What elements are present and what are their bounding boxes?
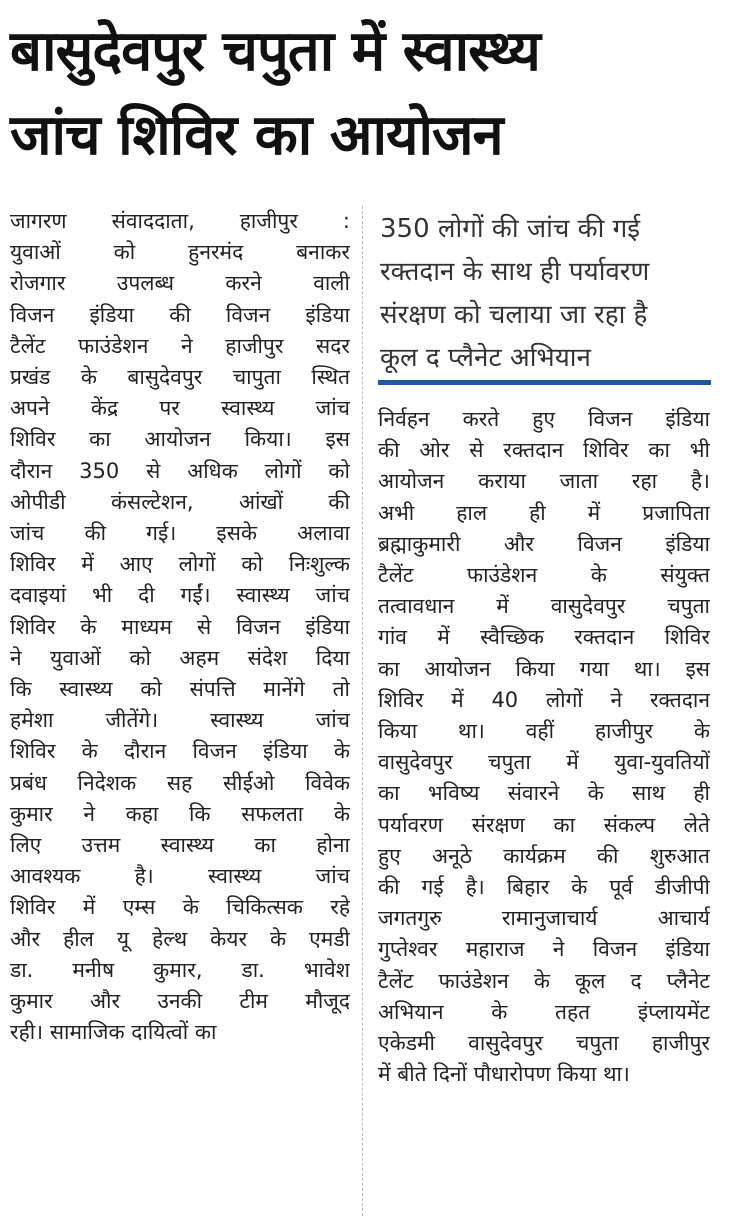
headline-line-2: जांच शिविर का आयोजन <box>10 103 503 168</box>
text-line: तत्वावधान में वासुदेवपुर चपुता <box>378 594 710 619</box>
text-line: शिविर का आयोजन किया। इस <box>10 427 350 452</box>
text-line: दौरान 350 से अधिक लोगों को <box>10 458 350 483</box>
text-line: ने युवाओं को अहम संदेश दिया <box>10 645 350 670</box>
text-line: युवाओं को हुनरमंद बनाकर <box>10 240 350 265</box>
text-line: टैलेंट फाउंडेशन ने हाजीपुर सदर <box>10 333 350 358</box>
text-line: अभी हाल ही में प्रजापिता <box>378 500 710 525</box>
text-line: में बीते दिनों पौधारोपण किया था। <box>378 1062 630 1087</box>
text-line: शिविर के माध्यम से विजन इंडिया <box>10 614 350 639</box>
text-line: गुप्तेश्वर महाराज ने विजन इंडिया <box>378 937 710 962</box>
text-line: रोजगार उपलब्ध करने वाली <box>10 271 350 296</box>
text-line: टैलेंट फाउंडेशन के कूल द प्लैनेट <box>378 968 710 993</box>
text-line: हमेशा जीतेंगे। स्वास्थ्य जांच <box>10 708 350 733</box>
left-column <box>10 206 350 1048</box>
text-line: डा. मनीष कुमार, डा. भावेश <box>10 957 350 982</box>
text-line: आवश्यक है। स्वास्थ्य जांच <box>10 864 350 889</box>
text-line: का भविष्य संवारने के साथ ही <box>378 781 710 806</box>
column-divider <box>362 206 363 1216</box>
text-line: टैलेंट फाउंडेशन के संयुक्त <box>378 563 710 588</box>
text-line: कि स्वास्थ्य को संपत्ति मानेंगे तो <box>10 677 350 702</box>
text-line: जांच की गई। इसके अलावा <box>10 521 350 546</box>
text-line: रही। सामाजिक दायित्वों का <box>10 1020 217 1045</box>
text-line: लिए उत्तम स्वास्थ्य का होना <box>10 833 350 858</box>
text-line: प्रखंड के बासुदेवपुर चापुता स्थित <box>10 365 350 390</box>
text-line: ओपीडी कंसल्टेशन, आंखों की <box>10 489 350 514</box>
text-line: कुमार और उनकी टीम मौजूद <box>10 989 350 1014</box>
text-line: वासुदेवपुर चपुता में युवा-युवतियों <box>378 750 710 775</box>
text-line: का आयोजन किया गया था। इस <box>378 656 710 681</box>
text-line: जागरण संवाददाता, हाजीपुर : <box>10 209 350 233</box>
text-line: एकेडमी वासुदेवपुर चपुता हाजीपुर <box>378 1031 710 1056</box>
text-line: दवाइयां भी दी गईं। स्वास्थ्य जांच <box>10 583 350 608</box>
text-line: गांव में स्वैच्छिक रक्तदान शिविर <box>378 625 710 650</box>
headline <box>10 10 725 178</box>
text-line: प्रबंध निदेशक सह सीईओ विवेक <box>10 770 350 795</box>
text-line: हुए अनूठे कार्यक्रम की शुरुआत <box>378 843 710 868</box>
text-line: शिविर में एम्स के चिकित्सक रहे <box>10 895 350 920</box>
text-line: कूल द प्लैनेट अभियान <box>380 343 591 373</box>
text-line: 350 लोगों की जांच की गई <box>380 214 641 244</box>
right-column <box>378 404 710 1090</box>
highlight-bar <box>378 380 711 385</box>
text-line: अभियान के तहत इंप्लायमेंट <box>378 999 710 1024</box>
text-line: अपने केंद्र पर स्वास्थ्य जांच <box>10 396 350 421</box>
text-line: पर्यावरण संरक्षण का संकल्प लेते <box>378 812 710 837</box>
text-line: रक्तदान के साथ ही पर्यावरण <box>380 257 650 287</box>
text-line: ब्रह्माकुमारी और विजन इंडिया <box>378 531 710 556</box>
text-line: और हील यू हेल्थ केयर के एमडी <box>10 926 350 951</box>
text-line: शिविर में 40 लोगों ने रक्तदान <box>378 687 710 712</box>
text-line: शिविर में आए लोगों को निःशुल्क <box>10 552 350 577</box>
headline-line-1: बासुदेवपुर चपुता में स्वास्थ्य <box>10 19 540 84</box>
highlight-box <box>380 208 712 380</box>
text-line: कुमार ने कहा कि सफलता के <box>10 801 350 826</box>
text-line: शिविर के दौरान विजन इंडिया के <box>10 739 350 764</box>
text-line: की गई है। बिहार के पूर्व डीजीपी <box>378 875 710 900</box>
text-line: निर्वहन करते हुए विजन इंडिया <box>378 407 710 431</box>
text-line: की ओर से रक्तदान शिविर का भी <box>378 438 710 463</box>
text-line: किया था। वहीं हाजीपुर के <box>378 719 710 744</box>
text-line: संरक्षण को चलाया जा रहा है <box>380 300 648 330</box>
text-line: विजन इंडिया की विजन इंडिया <box>10 302 350 327</box>
text-line: जगतगुरु रामानुजाचार्य आचार्य <box>378 906 710 931</box>
text-line: आयोजन कराया जाता रहा है। <box>378 469 710 494</box>
